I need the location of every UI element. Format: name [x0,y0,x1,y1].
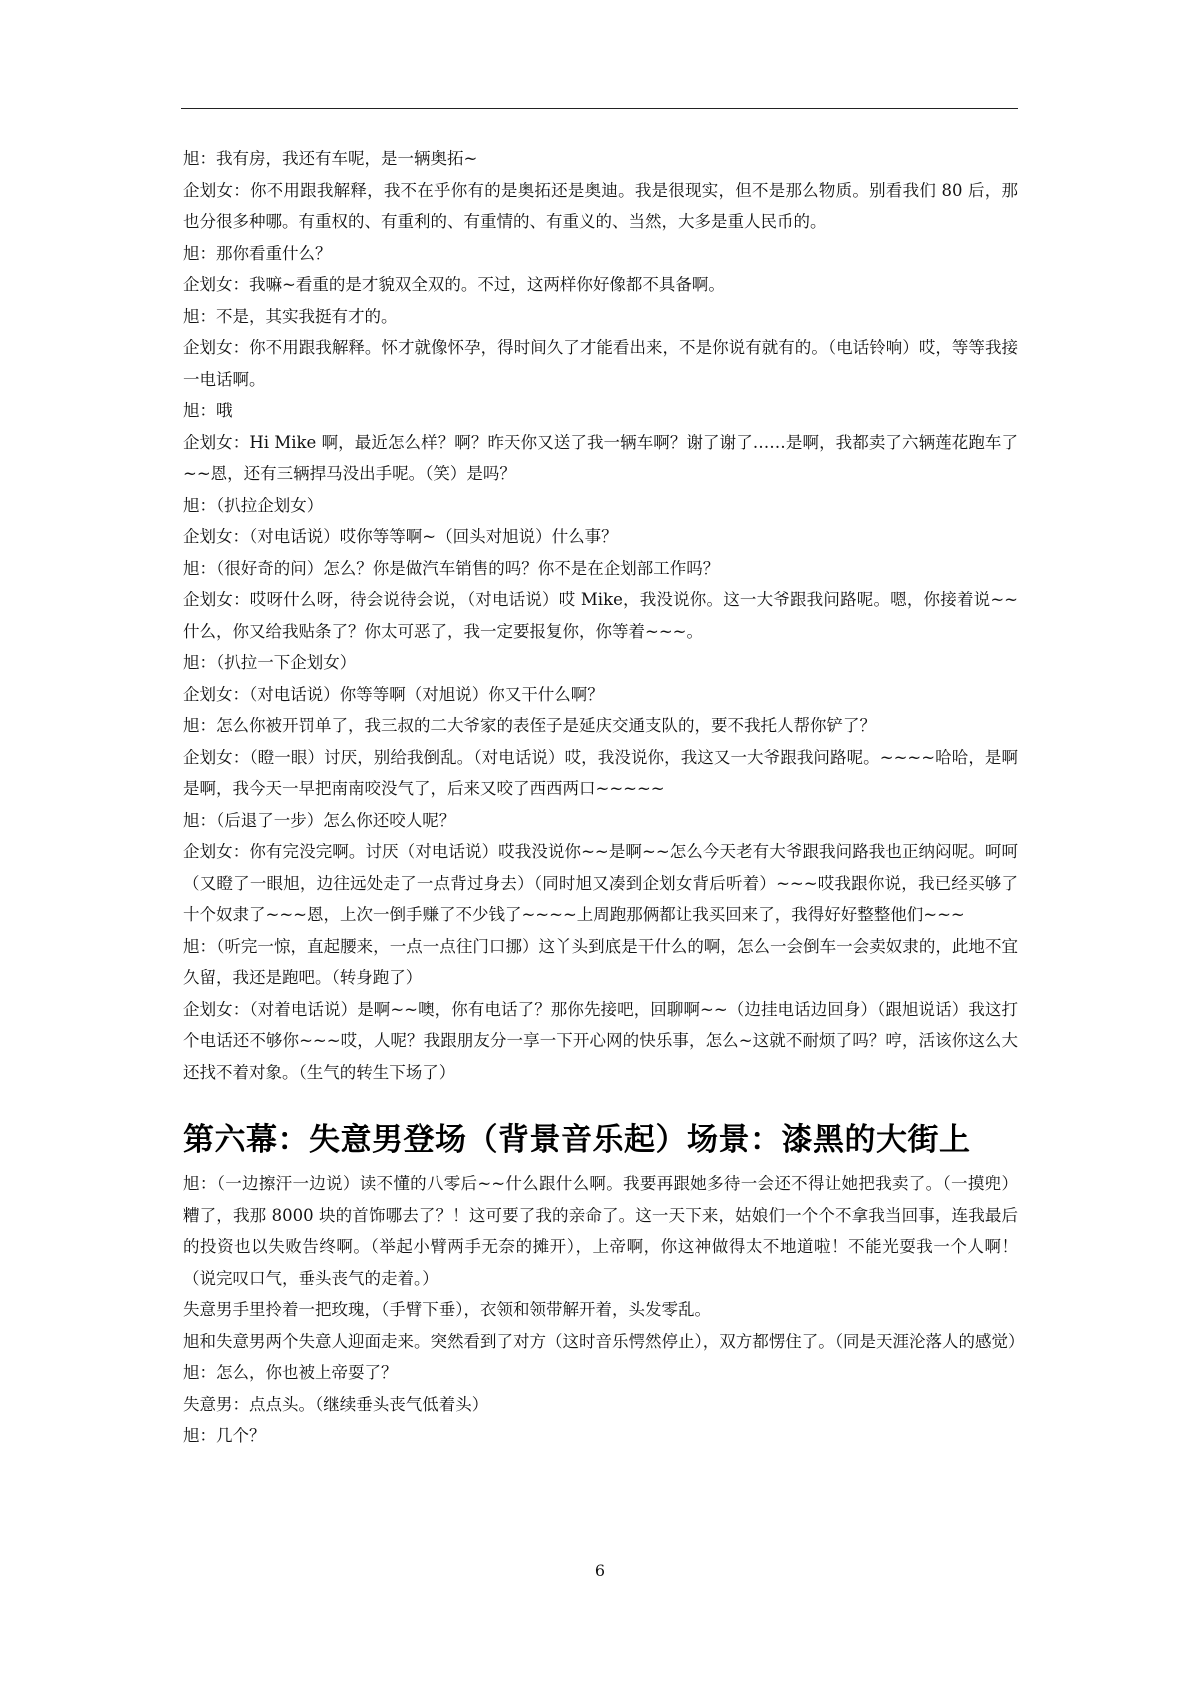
header-rule [181,108,1018,109]
paragraph: 旭：哦 [183,401,233,420]
dialogue-before [183,143,1018,1088]
paragraph: 企划女：（对着电话说）是啊~~噢，你有电话了？那你先接吧，回聊啊~~（边挂电话边回身）（跟旭说话）我这打个电话还不够你~~~哎，人呢？我跟朋友分一享一下开心网的快乐事，怎么~这就不耐烦了吗？哼，活该你这么大还找不着对象。（生气的转生下场了） [183,999,1018,1082]
paragraph: 旭：（听完一惊，直起腰来，一点一点往门口挪）这丫头到底是干什么的啊，怎么一会倒车一会卖奴隶的，此地不宜久留，我还是跑吧。（转身跑了） [183,936,1018,987]
paragraph: 旭：几个？ [183,1426,266,1445]
paragraph: 旭：（后退了一步）怎么你还咬人呢？ [183,810,456,830]
paragraph: 旭：（扒拉企划女） [183,495,324,515]
paragraph: 企划女：你有完没完啊。讨厌（对电话说）哎我没说你~~是啊~~怎么今天老有大爷跟我问路我也正纳闷呢。呵呵（又瞪了一眼旭，边往远处走了一点背过身去）（同时旭又凑到企划女背后听着）~~~哎我跟你说，我已经买够了十个奴隶了~~~恩，上次一倒手赚了不少钱了~~~~上周跑那俩都让我买回来了，我得好好整整他们~~~ [183,842,1018,924]
paragraph: 企划女：Hi Mike 啊，最近怎么样？啊？昨天你又送了我一辆车啊？谢了谢了……是啊，我都卖了六辆莲花跑车了~~恩，还有三辆捍马没出手呢。（笑）是吗？ [183,432,1018,483]
paragraph: 旭：我有房，我还有车呢，是一辆奥拓~ [183,149,478,168]
paragraph: 旭：（一边擦汗一边说）读不懂的八零后~~什么跟什么啊。我要再跟她多待一会还不得让她把我卖了。（一摸兜）糟了，我那 8000 块的首饰哪去了？！这可要了我的亲命了。这一天下来，姑娘们一个个不拿我当回事，连我最后的投资也以失败告终啊。（举起小臂两手无奈的摊开），上帝啊，你这神做得太不地道啦！不能光耍我一个人啊！（说完叹口气，垂头丧气的走着。） [183,1174,1018,1288]
paragraph: 旭：不是，其实我挺有才的。 [183,306,398,326]
paragraph: 企划女：哎呀什么呀，待会说待会说，（对电话说）哎 Mike，我没说你。这一大爷跟我问路呢。嗯，你接着说~~什么，你又给我贴条了？你太可恶了，我一定要报复你，你等着~~~。 [183,590,1018,641]
paragraph: 企划女：我嘛~看重的是才貌双全双的。不过，这两样你好像都不具备啊。 [183,275,725,294]
paragraph: 企划女：（对电话说）你等等啊（对旭说）你又干什么啊？ [183,684,604,704]
paragraph: 旭：那你看重什么？ [183,243,332,263]
paragraph: 旭：怎么，你也被上帝耍了？ [183,1363,398,1382]
paragraph: 企划女：（对电话说）哎你等等啊~（回头对旭说）什么事？ [183,527,618,546]
paragraph: 旭：（扒拉一下企划女） [183,653,357,672]
page-content [183,143,1025,1452]
paragraph: 失意男手里拎着一把玫瑰，（手臂下垂），衣领和领带解开着，头发零乱。 [183,1300,711,1319]
page-number: 6 [594,1561,606,1580]
paragraph: 失意男：点点头。（继续垂头丧气低着头） [183,1394,489,1414]
paragraph: 企划女：（瞪一眼）讨厌，别给我倒乱。（对电话说）哎，我没说你，我这又一大爷跟我问路呢。~~~~哈哈，是啊是啊，我今天一早把南南咬没气了，后来又咬了西西两口~~~~~ [183,747,1018,798]
section-heading: 第六幕：失意男登场（背景音乐起）场景：漆黑的大街上 [183,1122,971,1158]
paragraph: 企划女：你不用跟我解释。怀才就像怀孕，得时间久了才能看出来，不是你说有就有的。（电话铃响）哎，等等我接一电话啊。 [183,338,1018,389]
paragraph: 旭：（很好奇的问）怎么？你是做汽车销售的吗？你不是在企划部工作吗？ [183,558,720,578]
dialogue-after [183,1168,1025,1452]
paragraph: 旭：怎么你被开罚单了，我三叔的二大爷家的表侄子是延庆交通支队的，要不我托人帮你铲了？ [183,716,876,735]
paragraph: 企划女：你不用跟我解释，我不在乎你有的是奥拓还是奥迪。我是很现实，但不是那么物质。别看我们 80 后，那也分很多种哪。有重权的、有重利的、有重情的、有重义的、当然，大多是重人民币的。 [183,180,1018,231]
paragraph: 旭和失意男两个失意人迎面走来。突然看到了对方（这时音乐愕然停止），双方都愣住了。（同是天涯沦落人的感觉） [183,1331,1025,1351]
